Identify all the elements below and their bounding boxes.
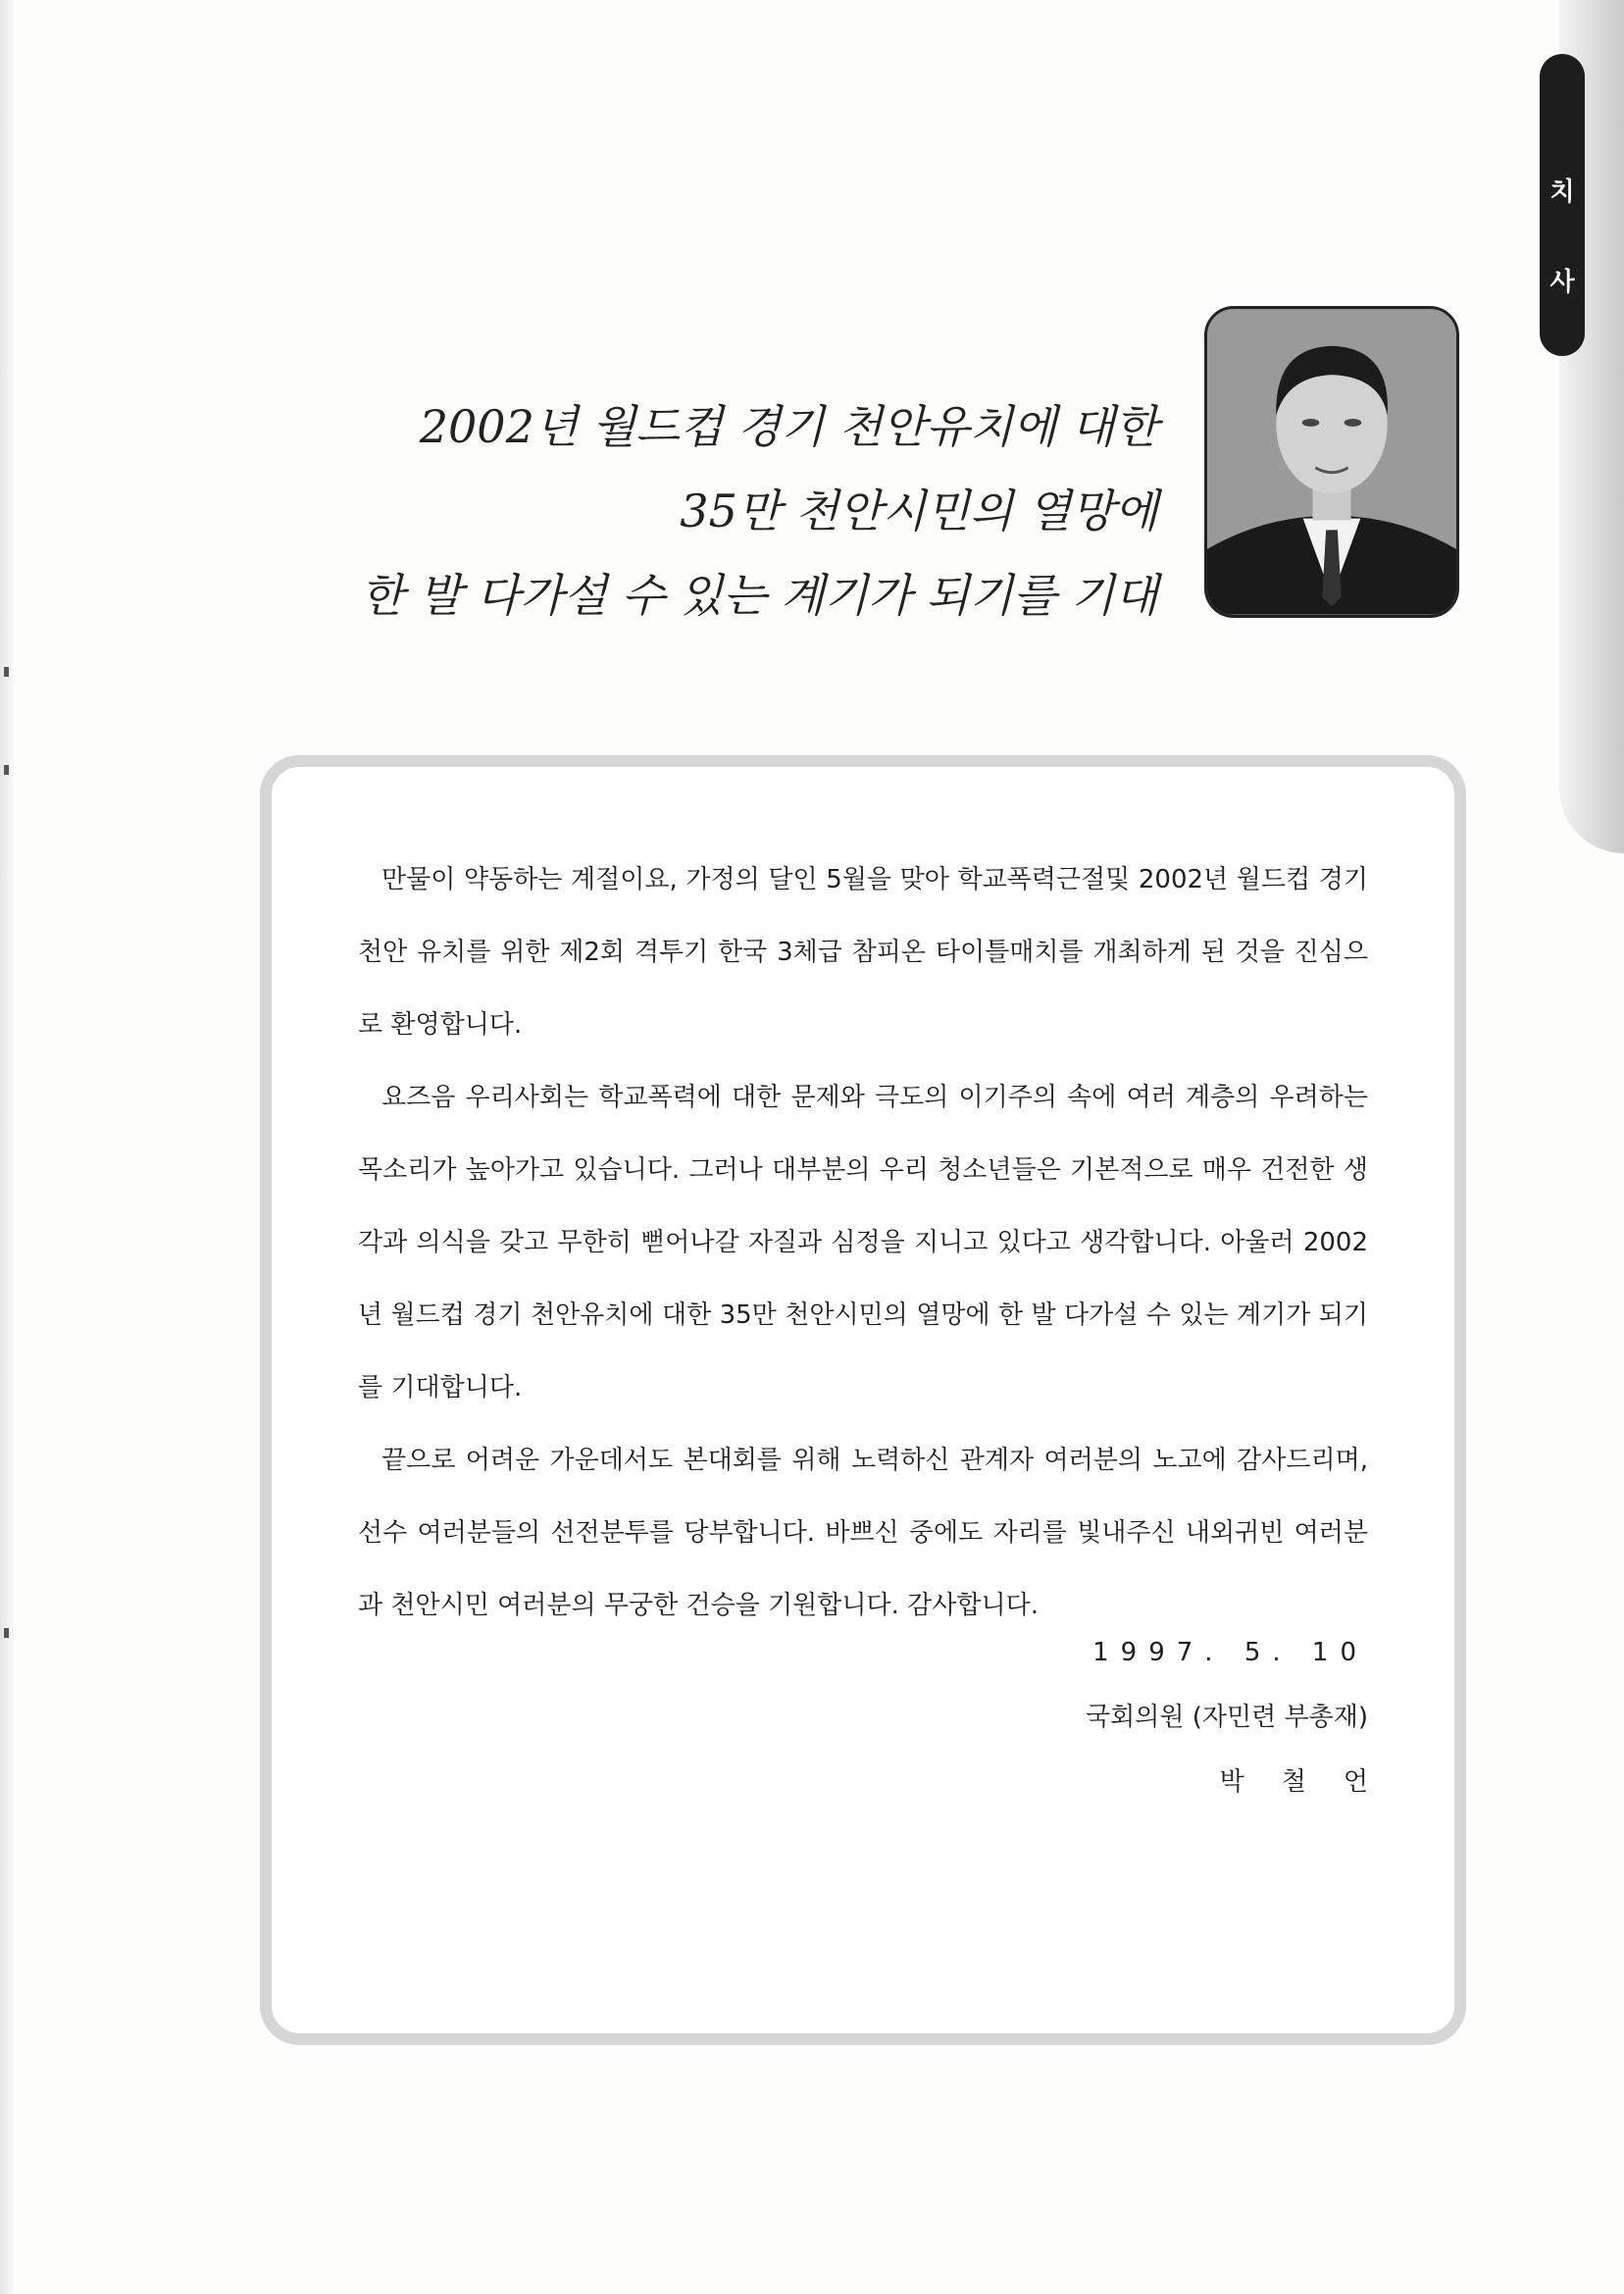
spine-mark	[4, 765, 9, 775]
headline-line: 2002년 월드컵 경기 천안유치에 대한	[419, 400, 1158, 453]
portrait-photo	[1204, 306, 1459, 618]
section-tab-char: 사	[1549, 268, 1575, 297]
headline	[276, 384, 1158, 637]
letter-paragraph: 만물이 약동하는 계절이요, 가정의 달인 5월을 맞아 학교폭력근절및 2002년 월드컵 경기 천안 유치를 위한 제2회 격투기 한국 3체급 참피온 타이틀매치를 개최하게 된 것을 진심으로 환영합니다.	[358, 865, 1368, 1040]
letter-paragraph: 요즈음 우리사회는 학교폭력에 대한 문제와 극도의 이기주의 속에 여러 계층의 우려하는 목소리가 높아가고 있습니다. 그러나 대부분의 우리 청소년들은 기본적으로 매우 건전한 생각과 의식을 갖고 무한히 뻗어나갈 자질과 심정을 지니고 있다고 생각합니다. 아울러 2002년 월드컵 경기 천안유치에 대한 35만 천안시민의 열망에 한 발 다가설 수 있는 계기가 되기를 기대합니다.	[358, 1083, 1368, 1402]
spine-mark	[4, 667, 9, 677]
letter-paragraph: 끝으로 어려운 가운데서도 본대회를 위해 노력하신 관계자 여러분의 노고에 감사드리며, 선수 여러분들의 선전분투를 당부합니다. 바쁘신 중에도 자리를 빛내주신 내외귀빈 여러분과 천안시민 여러분의 무궁한 건승을 기원합니다. 감사합니다.	[358, 1446, 1368, 1620]
headline-line: 35만 천안시민의 열망에	[680, 484, 1158, 537]
signature-block	[912, 1620, 1405, 1814]
letter-date: 1997. 5. 10	[1092, 1638, 1368, 1667]
signer-title: 국회의원 (자민련 부총재)	[1086, 1703, 1368, 1732]
section-tab-char: 치	[1549, 178, 1575, 207]
signer-name: 박철언	[1219, 1767, 1405, 1797]
spine-mark	[4, 1628, 9, 1638]
section-tab	[1540, 54, 1585, 356]
book-spine-shadow	[0, 0, 14, 2294]
letter-body	[358, 843, 1368, 1642]
headline-line: 한 발 다가설 수 있는 계기가 되기를 기대	[360, 569, 1158, 622]
portrait-photo-illustration	[1207, 309, 1456, 615]
